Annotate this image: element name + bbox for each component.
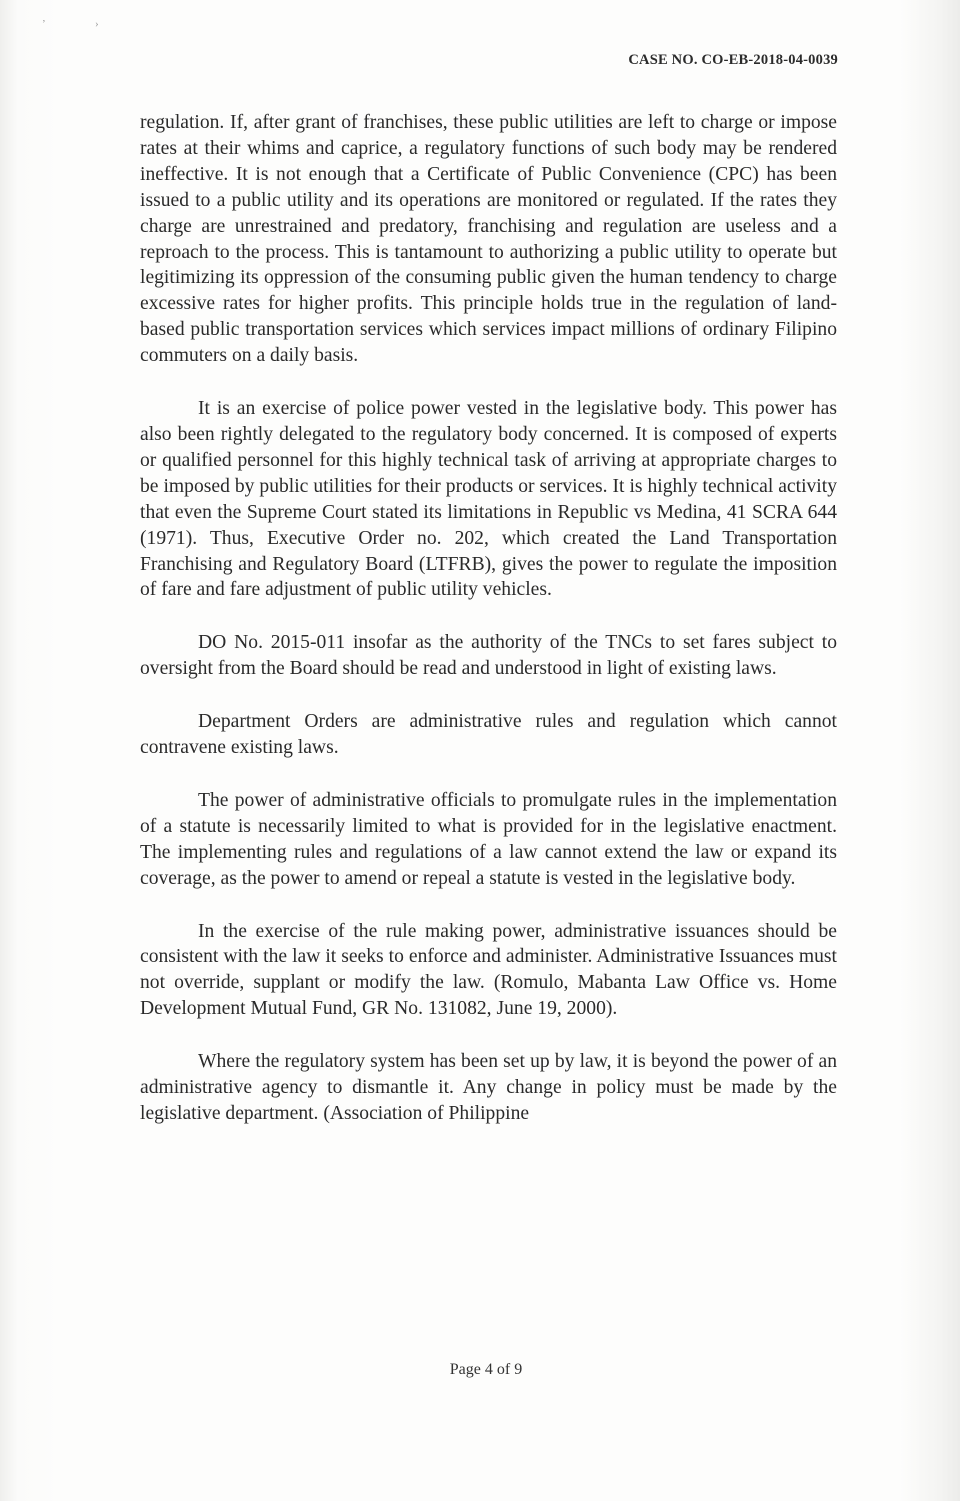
scan-edge-mark: ›	[95, 18, 99, 30]
case-number-header: CASE NO. CO-EB-2018-04-0039	[628, 52, 838, 68]
paragraph: In the exercise of the rule making power, administrative issuances should be consistent with the law it seeks to enforce and administer. Administrative Issuances must not override, supplant or modify the law. (Romulo, Mabanta Law Office vs. Home Development Mutual Fund, GR No. 131082, June 19, 2000).	[140, 920, 837, 1020]
paragraph: Department Orders are administrative rules and regulation which cannot contravene existing laws.	[140, 711, 837, 759]
paragraph: It is an exercise of police power vested in the legislative body. This power has also been rightly delegated to the regulatory body concerned. It is composed of experts or qualified personnel for this highly technical task of arriving at appropriate charges to be imposed by public utilities for their products or services. It is highly technical activity that even the Supreme Court stated its limitations in Republic vs Medina, 41 SCRA 644 (1971). Thus, Executive Order no. 202, which created the Land Transportation Franchising and Regulatory Board (LTFRB), gives the power to regulate the imposition of fare and fare adjustment of public utility vehicles.	[140, 398, 837, 601]
paragraph: Where the regulatory system has been set up by law, it is beyond the power of an administrative agency to dismantle it. Any change in policy must be made by the legislative department. (Association of Philippine	[140, 1051, 837, 1124]
paragraph: DO No. 2015-011 insofar as the authority of the TNCs to set fares subject to oversight from the Board should be read and understood in light of existing laws.	[140, 632, 837, 680]
paragraph: The power of administrative officials to promulgate rules in the implementation of a statute is necessarily limited to what is provided for in the legislative enactment. The implementing rules and regulations of a law cannot extend the law or expand its coverage, as the power to amend or repeal a statute is vested in the legislative body.	[140, 789, 837, 889]
page-footer	[0, 1361, 960, 1379]
page-number: Page 4 of 9	[449, 1361, 523, 1378]
paragraph-continued: regulation. If, after grant of franchises, these public utilities are left to charge or impose rates at their whims and caprice, a regulatory functions of such body may be rendered ineffective. It is not enough that a Certificate of Public Convenience (CPC) has been issued to a public utility and its operations are monitored or regulated. If the rates they charge are unrestrained and predatory, franchising and regulation are useless and a reproach to the process. This is tantamount to authorizing a public utility to operate but legitimizing its oppression of the consuming public given the human tendency to charge excessive rates for higher profits. This principle holds true in the regulation of land-based public transportation services which services impact millions of ordinary Filipino commuters on a daily basis.	[140, 112, 837, 367]
document-body	[140, 110, 837, 1127]
scan-edge-mark: ʼ	[42, 18, 46, 30]
